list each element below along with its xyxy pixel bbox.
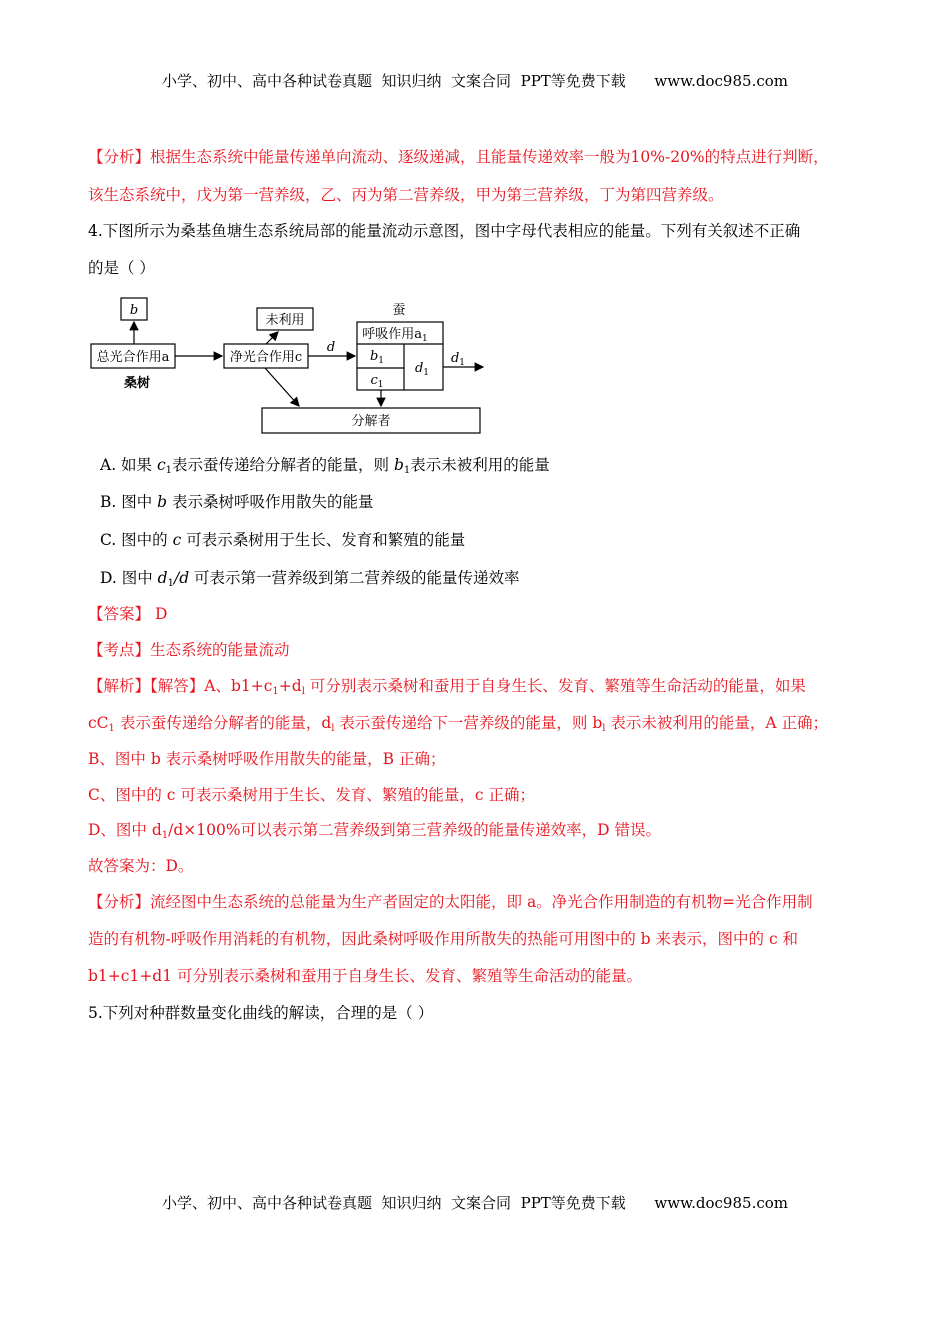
jiexi-line-2: $cC_1$ 表示蚕传递给分解者的能量，$d_l$ 表示蚕传递给下一营养级的能量，则 $b_l$ 表示未被利用的能量，A 正确； [88,714,829,734]
label-net-photosynthesis: 净光合作用c [229,350,303,365]
option-c[interactable]: C. 图中的 c 可表示桑树用于生长、发育和繁殖的能量 [100,531,466,549]
page-header: 小学、初中、高中各种试卷真题 知识归纳 文案合同 PPT等免费下载 www.doc985.com [161,72,788,90]
analysis-tag: 【分析】 [88,148,151,166]
question-4-stem-2: 的是（ ） [88,259,155,277]
answer-value: D [150,605,168,623]
option-d[interactable]: D. 图中 $d_1/d$ 可表示第一营养级到第二营养级的能量传递效率 [100,569,520,589]
analysis2-line-2: 造的有机物-呼吸作用消耗的有机物，因此桑树呼吸作用所散失的热能可用图中的 b 来表示，图中的 c 和 [88,930,799,948]
energy-flow-diagram [85,292,505,440]
kaodian-line: 【考点】生态系统的能量流动 [88,641,290,659]
analysis2-line-1: 【分析】流经图中生态系统的总能量为生产者固定的太阳能，即 a。净光合作用制造的有机物=光合作用制 [88,893,813,911]
label-unused: 未利用 [265,313,305,328]
label-total-photosynthesis: 总光合作用a [96,350,170,365]
question-5-stem: 5.下列对种群数量变化曲线的解读，合理的是（ ） [88,1004,434,1022]
arrow-net-to-decomposer [265,368,299,406]
prev-analysis-line-2: 该生态系统中，戊为第一营养级，乙、丙为第二营养级，甲为第三营养级，丁为第四营养级。 [88,186,724,204]
analysis2-line-3: b1+c1+d1 可分别表示桑树和蚕用于自身生长、发育、繁殖等生命活动的能量。 [88,967,643,985]
jiexi-line-1: 【解析】【解答】A、$b1+c_1+d_l$ 可分别表示桑树和蚕用于自身生长、发育、繁殖等生命活动的能量，如果 [88,677,806,697]
label-mulberry: 桑树 [123,376,151,391]
option-b[interactable]: B. 图中 b 表示桑树呼吸作用散失的能量 [100,493,374,511]
jiexi-line-6: 故答案为：D。 [88,857,194,875]
label-respiration: 呼吸作用$a_1$ [362,327,428,344]
jiexi-line-4: C、图中的 c 可表示桑树用于生长、发育、繁殖的能量，c 正确； [88,786,536,804]
label-b1: $b_1$ [369,349,385,366]
arrow-to-unused [266,332,278,344]
label-c1: $c_1$ [370,373,384,390]
label-d1-cell: $d_1$ [414,361,430,378]
question-4-stem-1: 4.下图所示为桑基鱼塘生态系统局部的能量流动示意图，图中字母代表相应的能量。下列有关叙述不正确 [88,222,801,240]
label-decomposer: 分解者 [351,414,391,429]
jiexi-line-3: B、图中 b 表示桑树呼吸作用散失的能量，B 正确； [88,750,446,768]
prev-analysis-line-1 [88,147,829,167]
option-a[interactable]: A. 如果 $c_1$表示蚕传递给分解者的能量，则 $b_1$表示未被利用的能量 [100,456,550,476]
answer-line: 【答案】 D [88,605,168,623]
analysis-text: 根据生态系统中能量传递单向流动、逐级递减，且能量传递效率一般为10%-20%的特点进行判断， [150,148,829,166]
label-d1-arrow: $d_1$ [450,351,466,368]
jiexi-line-5: D、图中 $d_1/d\times 100\%$可以表示第二营养级到第三营养级的能量传递效率，D 错误。 [88,821,661,841]
page-footer: 小学、初中、高中各种试卷真题 知识归纳 文案合同 PPT等免费下载 www.doc985.com [161,1194,788,1212]
label-d: d [326,340,336,355]
label-silkworm: 蚕 [392,303,406,318]
label-b: b [129,303,139,318]
